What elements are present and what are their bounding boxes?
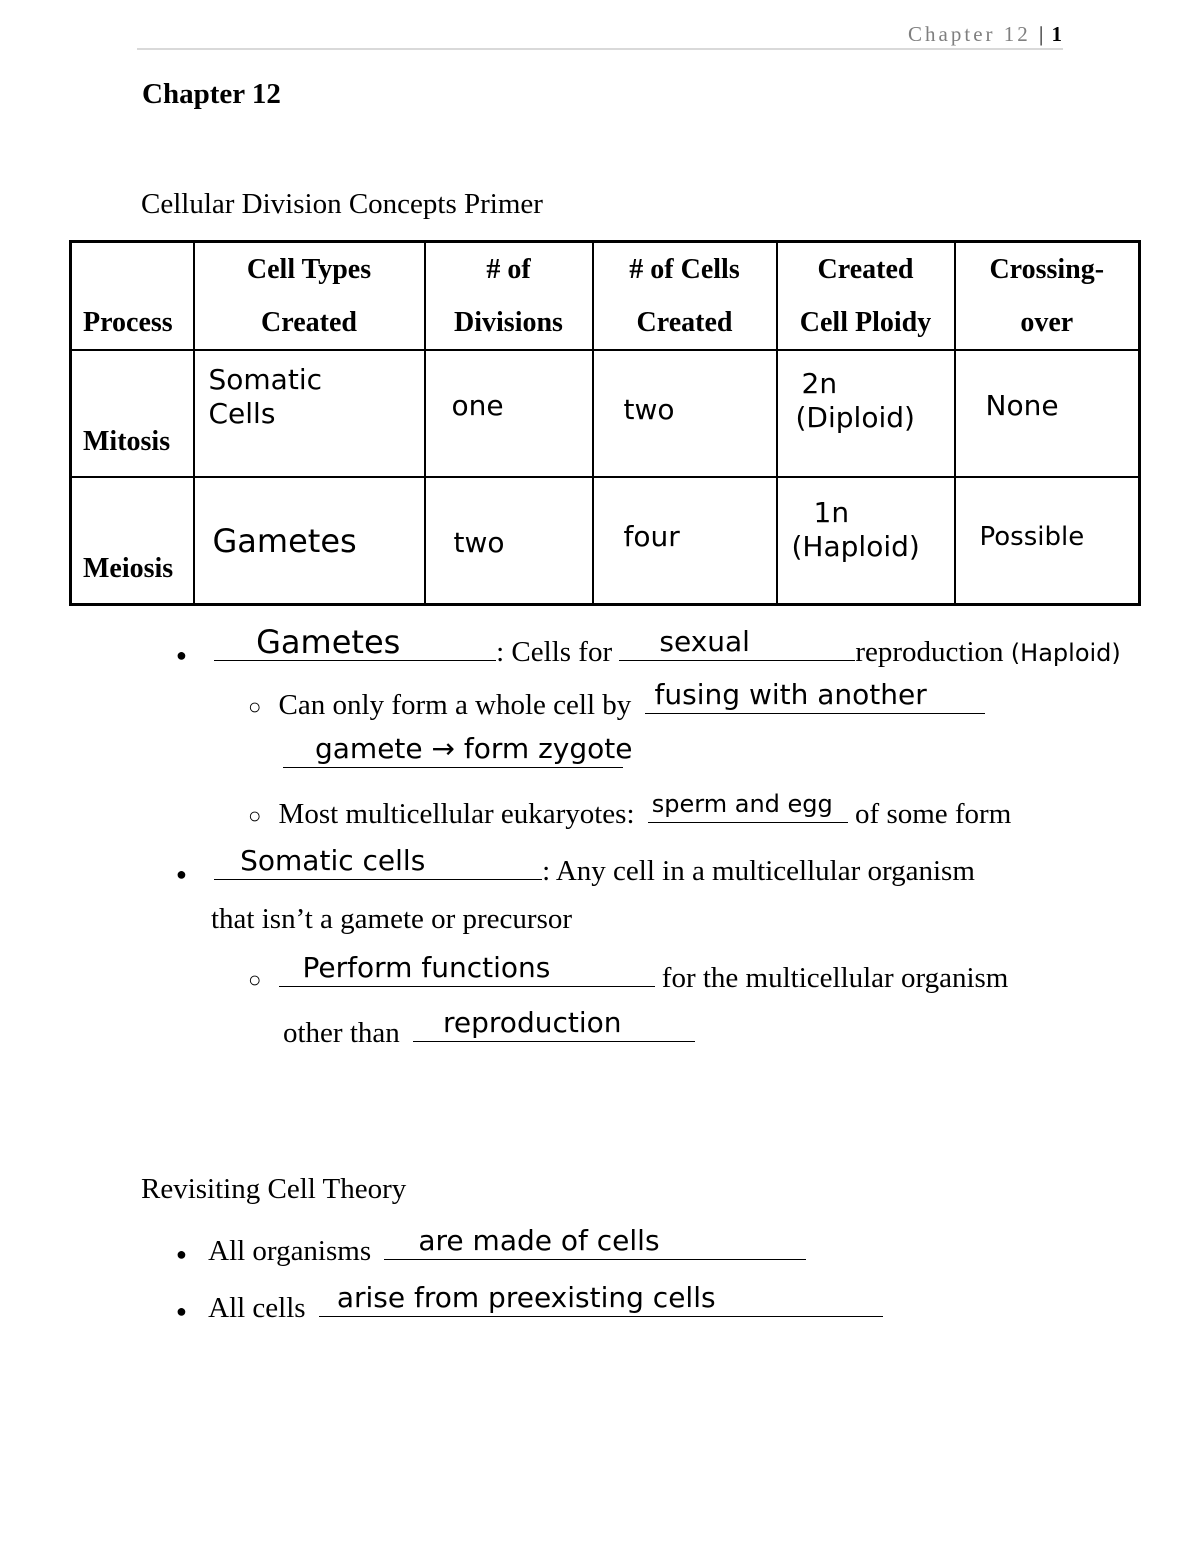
cell-theory-item (176, 1281, 883, 1328)
answer-blank (648, 792, 848, 823)
answer-blank (283, 732, 633, 768)
answer-line: 1n (813, 496, 850, 529)
item-text: All cells (208, 1292, 306, 1324)
cell-theory-item (176, 1224, 806, 1271)
column-header-line2: Cell Ploidy (799, 307, 932, 338)
header-rule (137, 48, 1063, 50)
column-header-line2: Created (261, 307, 357, 338)
handwritten-answer: four (623, 520, 680, 553)
process-cell: Meiosis (71, 477, 194, 605)
handwritten-answer: fusing with another (654, 678, 927, 711)
column-header-cell-types (194, 242, 425, 351)
sub-bullet-text: other than (283, 1017, 400, 1049)
table-row-meiosis (71, 477, 1140, 605)
column-header-line2: Divisions (454, 307, 563, 338)
sub-bullet-text: for the multicellular organism (661, 962, 1009, 994)
ploidy-cell (777, 477, 955, 605)
handwritten-answer: gamete → form zygote (315, 732, 633, 765)
primer-title: Cellular Division Concepts Primer (141, 188, 543, 220)
sub-bullet-icon: ○ (248, 803, 262, 828)
answer-blank (214, 623, 496, 661)
column-header-line1: # of (486, 254, 531, 285)
answer-blank (413, 1006, 695, 1042)
answer-blank (645, 678, 985, 714)
cell-theory-title: Revisiting Cell Theory (141, 1173, 407, 1205)
cell-types-cell (194, 350, 425, 477)
answer-blank (214, 844, 542, 880)
sub-bullet-eukaryotes (248, 792, 1011, 833)
handwritten-answer (796, 367, 915, 435)
handwritten-answer: are made of cells (418, 1224, 660, 1257)
sub-bullet-functions-continued (283, 1006, 695, 1050)
column-header-crossing-over (955, 242, 1140, 351)
bullet-icon: ● (176, 864, 187, 884)
handwritten-answer: Perform functions (302, 951, 551, 984)
bullet-text: : Cells for (496, 636, 620, 668)
handwritten-answer: Somatic cells (240, 844, 426, 877)
header-separator: | (1039, 22, 1044, 46)
sub-bullet-text: Most multicellular eukaryotes: (278, 798, 635, 830)
sub-bullet-text: Can only form a whole cell by (278, 689, 632, 721)
cells-created-cell (593, 350, 777, 477)
column-header-line2: Created (636, 307, 733, 338)
bullet-somatic (176, 844, 975, 891)
handwritten-answer: Gametes (212, 522, 357, 560)
bullet-icon: ● (176, 1244, 187, 1264)
answer-line: Cells (208, 397, 276, 430)
bullet-text: : Any cell in a multicellular organism (542, 855, 975, 887)
answer-line: Somatic (208, 363, 322, 396)
item-text: All organisms (208, 1235, 372, 1267)
handwritten-answer: arise from preexisting cells (336, 1281, 716, 1314)
process-cell: Mitosis (71, 350, 194, 477)
sub-bullet-text: of some form (855, 798, 1012, 830)
column-header-line1: Cell Types (246, 254, 372, 285)
crossing-over-cell (955, 350, 1140, 477)
handwritten-answer: Possible (979, 522, 1085, 552)
handwritten-answer: reproduction (443, 1006, 622, 1039)
bullet-text: reproduction (855, 636, 1004, 668)
handwritten-answer: None (985, 389, 1059, 422)
column-header-label: Process (83, 307, 173, 338)
table-header-row (71, 242, 1140, 351)
column-header-line1: # of Cells (629, 254, 740, 285)
handwritten-answer: two (623, 393, 675, 426)
column-header-line2: over (1020, 307, 1074, 338)
cell-types-cell (194, 477, 425, 605)
cells-created-cell (593, 477, 777, 605)
ploidy-cell (777, 350, 955, 477)
column-header-divisions (425, 242, 593, 351)
column-header-cells-created (593, 242, 777, 351)
answer-line: 2n (801, 367, 838, 400)
sub-bullet-fuse-continued (283, 732, 633, 776)
running-title: Chapter 12 (908, 22, 1031, 46)
sub-bullet-functions (248, 951, 1009, 997)
handwritten-answer: one (451, 389, 504, 422)
answer-line: (Haploid) (791, 530, 920, 563)
answer-blank (319, 1281, 883, 1317)
bullet-icon: ● (176, 645, 187, 665)
answer-blank (384, 1224, 806, 1260)
running-header (0, 22, 1062, 47)
handwritten-answer: sperm and egg (651, 790, 833, 818)
column-header-process (71, 242, 194, 351)
cell-division-table (69, 240, 1141, 606)
table-row-mitosis (71, 350, 1140, 477)
crossing-over-cell (955, 477, 1140, 605)
bullet-somatic-continued: that isn’t a gamete or precursor (211, 903, 573, 935)
chapter-heading: Chapter 12 (142, 78, 281, 110)
handwritten-answer: Gametes (256, 623, 401, 661)
handwritten-note: (Haploid) (1010, 639, 1121, 667)
answer-blank (279, 951, 655, 987)
handwritten-answer: sexual (659, 625, 750, 658)
column-header-line1: Crossing- (989, 254, 1105, 285)
handwritten-answer (209, 363, 323, 431)
sub-bullet-icon: ○ (248, 967, 262, 992)
bullet-gametes (176, 623, 1121, 672)
column-header-line1: Created (817, 254, 914, 285)
answer-line: (Diploid) (795, 401, 915, 434)
column-header-ploidy (777, 242, 955, 351)
divisions-cell (425, 350, 593, 477)
page-number: 1 (1051, 22, 1062, 46)
divisions-cell (425, 477, 593, 605)
handwritten-answer (792, 496, 920, 564)
handwritten-answer: two (453, 526, 505, 559)
bullet-icon: ● (176, 1301, 187, 1321)
sub-bullet-icon: ○ (248, 694, 262, 719)
answer-blank (619, 625, 855, 661)
sub-bullet-fuse (248, 678, 985, 724)
